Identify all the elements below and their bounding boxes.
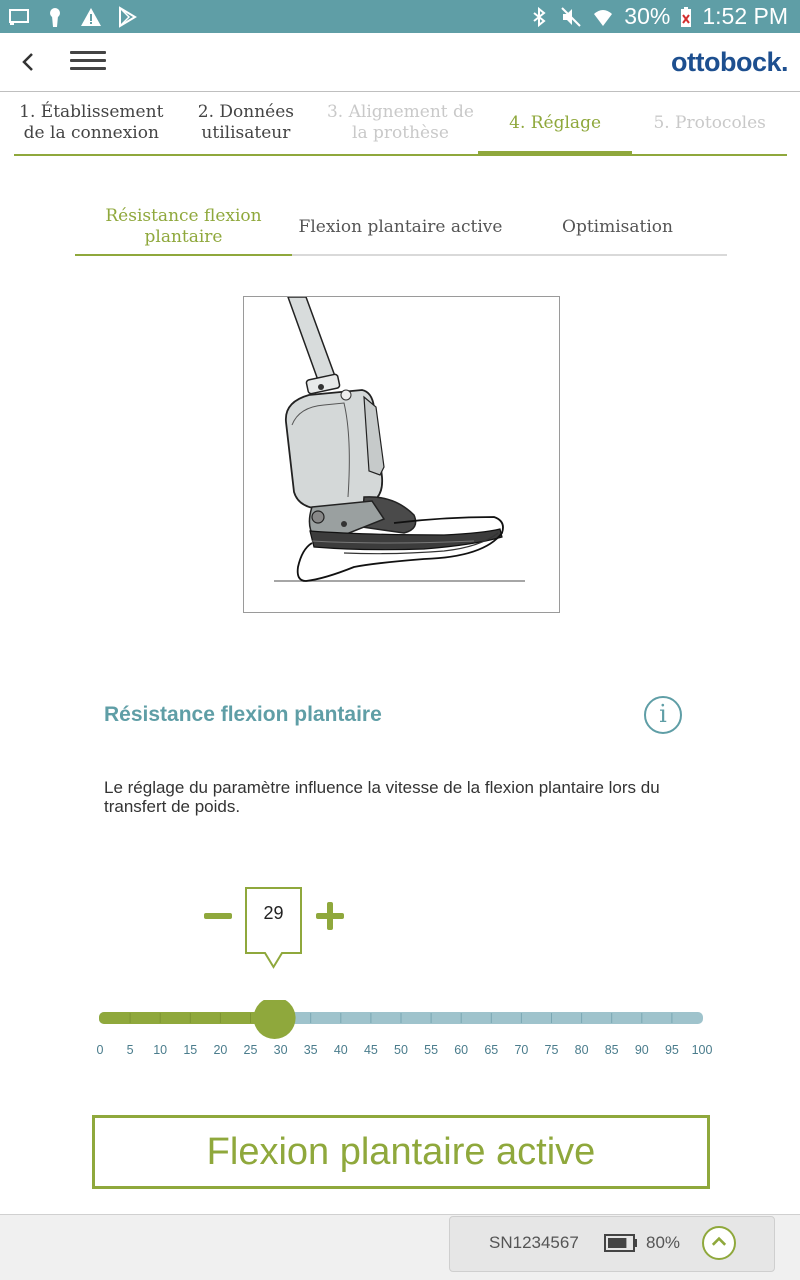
- slider-thumb[interactable]: [254, 1000, 296, 1039]
- slider-tick-label: 60: [454, 1043, 469, 1057]
- slider-tick-label: 95: [664, 1043, 679, 1057]
- slider-tick-label: 25: [243, 1043, 258, 1057]
- device-battery-percent: 80%: [646, 1233, 681, 1252]
- tab-optimisation[interactable]: Optimisation: [562, 216, 673, 237]
- step-settings[interactable]: 4. Réglage: [478, 92, 633, 154]
- wifi-icon: [592, 6, 614, 28]
- keyhole-icon: [44, 6, 66, 28]
- status-bar: [0, 0, 800, 33]
- hamburger-menu-icon[interactable]: [70, 51, 106, 75]
- slider-tick-label: 100: [691, 1043, 713, 1057]
- parameter-description: Le réglage du paramètre influence la vitesse de la flexion plantaire lors du transfert de poids.: [104, 778, 660, 816]
- value-bubble: [245, 887, 302, 969]
- next-tab-button[interactable]: Flexion plantaire active: [92, 1115, 710, 1189]
- ottobock-logo: ottobock.: [671, 47, 788, 77]
- slider-tick-label: 90: [634, 1043, 649, 1057]
- parameter-title: Résistance flexion plantaire: [104, 703, 382, 726]
- slider-fill: [99, 1012, 276, 1024]
- step-connection[interactable]: 1. Établissement de la connexion: [19, 102, 164, 143]
- slider-tick-label: 70: [514, 1043, 529, 1057]
- battery-icon: [604, 1233, 638, 1253]
- chevron-up-icon[interactable]: [702, 1226, 736, 1260]
- mute-icon: [560, 6, 582, 28]
- step-user-data[interactable]: 2. Données utilisateur: [197, 102, 294, 143]
- slider-tick-label: 5: [126, 1043, 134, 1057]
- slider-tick-label: 20: [213, 1043, 228, 1057]
- step-alignment[interactable]: 3. Alignement de la prothèse: [326, 102, 474, 143]
- bluetooth-icon: [528, 6, 550, 28]
- settings-tabs: [75, 200, 727, 256]
- prosthetic-foot-illustration: [243, 296, 560, 613]
- slider-tick-label: 50: [394, 1043, 408, 1057]
- status-battery-text: 30%: [624, 3, 671, 29]
- status-system: [528, 3, 788, 30]
- device-serial: SN1234567: [489, 1233, 579, 1252]
- step-protocols[interactable]: 5. Protocoles: [653, 112, 766, 133]
- battery-low-icon: [680, 6, 692, 28]
- decrease-button[interactable]: [204, 902, 232, 930]
- warning-icon: [80, 6, 102, 28]
- app-bar: [0, 33, 800, 92]
- slider-tick-label: 45: [363, 1043, 378, 1057]
- slider-tick-label: 40: [333, 1043, 348, 1057]
- slider-tick-label: 15: [183, 1043, 198, 1057]
- slider-tick-label: 75: [544, 1043, 559, 1057]
- increase-button[interactable]: [316, 902, 344, 930]
- status-notifications: [8, 6, 138, 28]
- slider-tick-label: 0: [96, 1043, 104, 1057]
- back-arrow-icon[interactable]: [14, 47, 44, 77]
- prosthetic-foot-drawing: [244, 297, 559, 612]
- parameter-slider[interactable]: [98, 1000, 704, 1040]
- parameter-value: 29: [263, 903, 284, 923]
- cast-icon: [8, 6, 30, 28]
- slider-tick-label: 30: [273, 1043, 288, 1057]
- slider-tick-label: 85: [604, 1043, 619, 1057]
- status-time: 1:52 PM: [702, 3, 788, 29]
- slider-scale: [0, 1043, 800, 1063]
- slider-tick-label: 65: [484, 1043, 499, 1057]
- slider-tick-label: 35: [303, 1043, 318, 1057]
- step-navigation: [14, 92, 787, 156]
- slider-tick-label: 10: [153, 1043, 168, 1057]
- info-icon[interactable]: i: [644, 696, 682, 734]
- tab-active-plantarflexion[interactable]: Flexion plantaire active: [298, 216, 503, 237]
- slider-tick-label: 80: [574, 1043, 589, 1057]
- slider-tick-label: 55: [424, 1043, 439, 1057]
- tab-plantarflexion-resistance[interactable]: Résistance flexion plantaire: [75, 200, 292, 254]
- play-store-icon: [116, 6, 138, 28]
